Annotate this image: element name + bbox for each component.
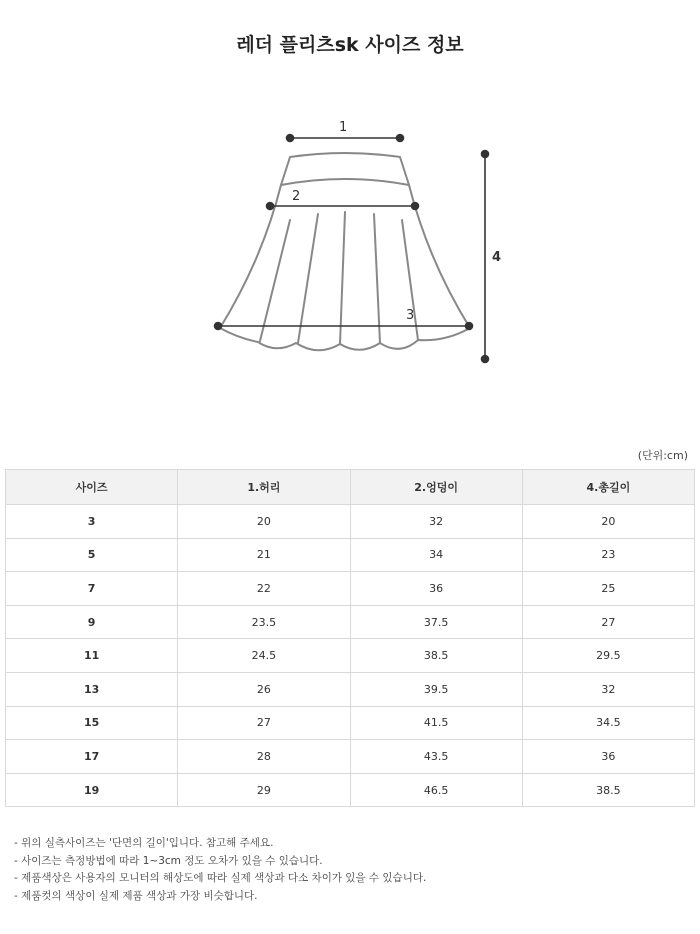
hip-cell: 32 bbox=[350, 505, 522, 539]
length-cell: 34.5 bbox=[522, 706, 694, 740]
table-row bbox=[6, 740, 695, 774]
size-table bbox=[5, 469, 695, 807]
hip-cell: 46.5 bbox=[350, 773, 522, 807]
measurement-labels bbox=[292, 120, 501, 323]
measurement-lines bbox=[215, 135, 489, 363]
waist-cell: 22 bbox=[178, 572, 350, 606]
header-waist: 1.허리 bbox=[178, 470, 350, 505]
size-cell: 19 bbox=[6, 773, 178, 807]
table-header-row bbox=[6, 470, 695, 505]
hip-cell: 43.5 bbox=[350, 740, 522, 774]
hip-cell: 37.5 bbox=[350, 605, 522, 639]
waist-label: 1 bbox=[339, 120, 348, 135]
size-cell: 5 bbox=[6, 538, 178, 572]
waist-cell: 21 bbox=[178, 538, 350, 572]
size-cell: 7 bbox=[6, 572, 178, 606]
header-size: 사이즈 bbox=[6, 470, 178, 505]
size-cell: 3 bbox=[6, 505, 178, 539]
length-cell: 25 bbox=[522, 572, 694, 606]
page-title: 레더 플리츠sk 사이즈 정보 bbox=[236, 34, 464, 56]
size-cell: 9 bbox=[6, 605, 178, 639]
unit-note: (단위:cm) bbox=[637, 449, 688, 462]
skirt-size-diagram bbox=[0, 100, 700, 400]
note-item: - 사이즈는 측정방법에 따라 1~3cm 정도 오차가 있을 수 있습니다. bbox=[14, 854, 323, 867]
length-cell: 29.5 bbox=[522, 639, 694, 673]
skirt-outline bbox=[220, 153, 470, 350]
table-row bbox=[6, 505, 695, 539]
length-cell: 36 bbox=[522, 740, 694, 774]
length-cell: 20 bbox=[522, 505, 694, 539]
size-cell: 17 bbox=[6, 740, 178, 774]
size-cell: 11 bbox=[6, 639, 178, 673]
waist-cell: 29 bbox=[178, 773, 350, 807]
hip-cell: 38.5 bbox=[350, 639, 522, 673]
note-item: - 위의 실측사이즈는 '단면의 길이'입니다. 참고해 주세요. bbox=[14, 837, 274, 849]
header-hip: 2.엉덩이 bbox=[350, 470, 522, 505]
waist-cell: 26 bbox=[178, 672, 350, 706]
hip-cell: 41.5 bbox=[350, 706, 522, 740]
length-cell: 32 bbox=[522, 672, 694, 706]
table-row bbox=[6, 706, 695, 740]
length-cell: 23 bbox=[522, 538, 694, 572]
table-row bbox=[6, 572, 695, 606]
hip-label: 2 bbox=[292, 189, 301, 204]
waist-cell: 23.5 bbox=[178, 605, 350, 639]
note-item: - 제품색상은 사용자의 모니터의 해상도에 따라 실제 색상과 다소 차이가 있을 수 있습니다. bbox=[14, 872, 427, 884]
header-length: 4.총길이 bbox=[522, 470, 694, 505]
table-row bbox=[6, 672, 695, 706]
table-row bbox=[6, 538, 695, 572]
table-row bbox=[6, 639, 695, 673]
size-cell: 13 bbox=[6, 672, 178, 706]
hip-cell: 36 bbox=[350, 572, 522, 606]
notes-list bbox=[14, 835, 426, 905]
table-row bbox=[6, 605, 695, 639]
hem-label: 3 bbox=[406, 308, 415, 323]
size-cell: 15 bbox=[6, 706, 178, 740]
length-label: 4 bbox=[492, 250, 502, 265]
length-cell: 38.5 bbox=[522, 773, 694, 807]
waist-cell: 28 bbox=[178, 740, 350, 774]
waist-cell: 27 bbox=[178, 706, 350, 740]
hip-cell: 34 bbox=[350, 538, 522, 572]
waist-cell: 24.5 bbox=[178, 639, 350, 673]
waist-cell: 20 bbox=[178, 505, 350, 539]
note-item: - 제품컷의 색상이 실제 제품 색상과 가장 비슷합니다. bbox=[14, 889, 258, 902]
length-cell: 27 bbox=[522, 605, 694, 639]
hip-cell: 39.5 bbox=[350, 672, 522, 706]
table-row bbox=[6, 773, 695, 807]
